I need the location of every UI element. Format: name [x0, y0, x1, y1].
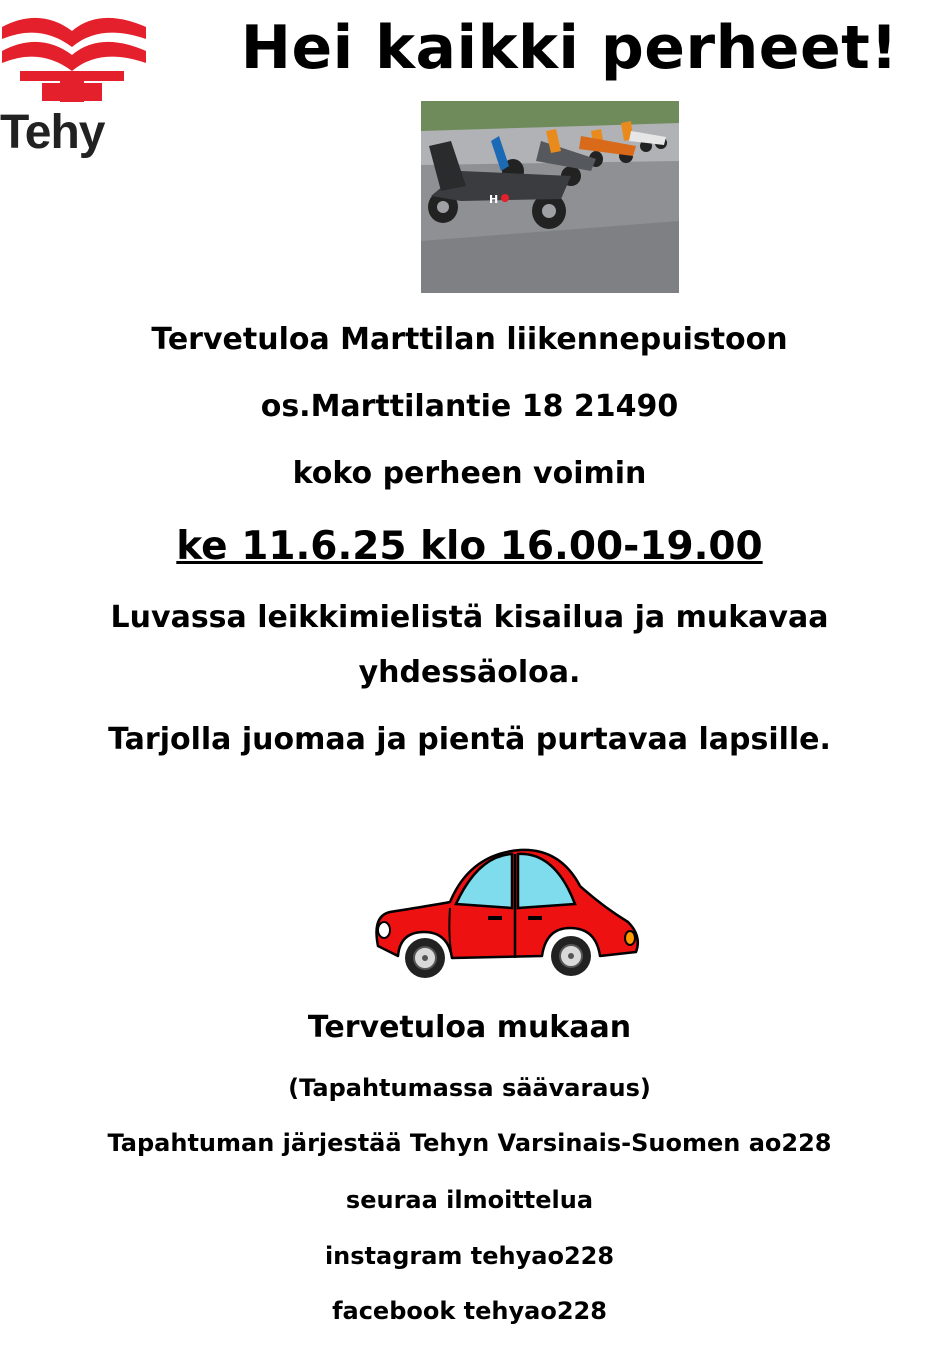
instagram-line: instagram tehyao228 [324, 1242, 615, 1270]
datetime-line [0, 524, 939, 569]
tehy-logo [0, 5, 150, 165]
welcome-line: Tervetuloa Marttilan liikennepuistoon [151, 322, 788, 357]
weather-note: (Tapahtumassa säävaraus) [288, 1074, 651, 1102]
page-title: Hei kaikki perheet! [240, 13, 899, 83]
follow-line: seuraa ilmoittelua [345, 1186, 594, 1214]
organizer-line: Tapahtuman järjestää Tehyn Varsinais-Suomen ao228 [107, 1129, 832, 1157]
refreshments-line: Tarjolla juomaa ja pientä purtavaa lapsille. [108, 722, 831, 757]
tehy-wings-icon [0, 5, 150, 115]
datetime-text: ke 11.6.25 klo 16.00-19.00 [176, 524, 763, 569]
go-kart-photo [421, 101, 679, 293]
activities-line-2: yhdessäoloa. [358, 655, 581, 690]
svg-text:H: H [489, 193, 499, 206]
logo-text: Tehy [0, 106, 105, 159]
red-car-icon [370, 846, 645, 981]
facebook-line: facebook tehyao228 [332, 1297, 607, 1325]
welcome-join-line: Tervetuloa mukaan [307, 1010, 632, 1045]
family-line: koko perheen voimin [292, 456, 647, 491]
activities-line-1: Luvassa leikkimielistä kisailua ja mukavaa [110, 600, 829, 635]
address-line: os.Marttilantie 18 21490 [260, 389, 679, 424]
